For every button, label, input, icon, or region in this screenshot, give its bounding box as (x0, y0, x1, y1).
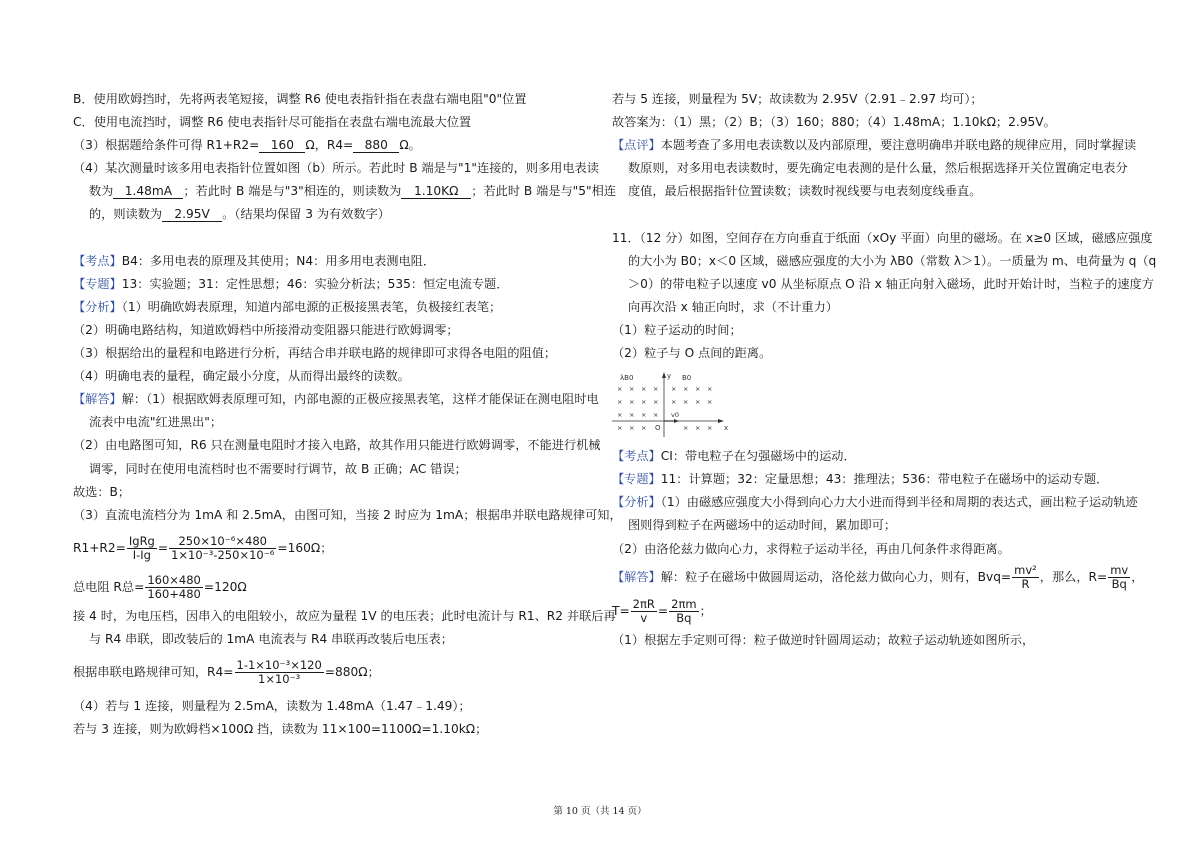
svg-text:×: × (695, 398, 701, 407)
velocity-label: v0 (671, 411, 679, 420)
svg-text:×: × (641, 411, 647, 420)
kaodian: 【考点】CI：带电粒子在匀强磁场中的运动． (612, 449, 856, 464)
fenxi-2: （2）明确电路结构，知道欧姆档中所接滑动变阻器只能进行欧姆调零； (73, 322, 459, 337)
svg-text:×: × (617, 411, 623, 420)
kaodian: 【考点】B4：多用电表的原理及其使用；N4：用多用电表测电阻． (73, 253, 436, 268)
dianping-2: 数原则，对多用电表读数时，要先确定电表测的是什么量，然后根据选择开关位置确定电表分 (628, 161, 1128, 176)
svg-text:×: × (683, 398, 689, 407)
jieda-2: （1）根据左手定则可得：粒子做逆时针圆周运动；故粒子运动轨迹如图所示， (612, 632, 1035, 647)
fenxi-3: （3）根据给出的量程和电路进行分析，再结合串并联电路的规律即可求得各电阻的阻值； (73, 346, 557, 361)
question-3: （3）根据题给条件可得 R1+R2= 160 Ω，R4= 880 Ω。 (73, 138, 421, 153)
svg-text:×: × (629, 385, 635, 394)
field-diagram (612, 371, 732, 441)
fenxi: 【分析】（1）由磁感应强度大小得到向心力大小进而得到半径和周期的表达式，画出粒子运动轨迹 (612, 495, 1138, 510)
zhuanti: 【专题】11：计算题；32：定量思想；43：推理法；536：带电粒子在磁场中的运动专题． (612, 472, 1109, 487)
svg-text:×: × (653, 385, 659, 394)
dianping-3: 度值，最后根据指针位置读数；读数时视线要与电表刻度线垂直。 (628, 184, 982, 199)
svg-text:×: × (653, 398, 659, 407)
svg-text:×: × (707, 398, 713, 407)
question-11-4: 向再次沿 x 轴正向时，求（不计重力） (628, 299, 838, 314)
fenxi: 【分析】（1）明确欧姆表原理，知道内部电源的正极接黑表笔，负极接红表笔； (73, 299, 502, 314)
fenxi-2: 图则得到粒子在两磁场中的运动时间，累加即可； (628, 518, 897, 533)
svg-text:×: × (617, 424, 623, 433)
jieda-4: 调零，同时在使用电流档时也不需要时行调节，故 B 正确；AC 错误； (89, 461, 467, 476)
question-11-3: ＞0）的带电粒子以速度 v0 从坐标原点 O 沿 x 轴正向射入磁场，此时开始计时，当粒子的速度方 (628, 276, 1154, 291)
page-footer: 第 10 页（共 14 页） (553, 806, 647, 817)
jieda-3: （2）由电路图可知，R6 只在测量电阻时才接入电路，故其作用只能进行欧姆调零，不能进行机械 (73, 438, 601, 453)
formula-r4: 根据串联电路规律可知，R4= $\frac{\text{1-1×10⁻³×120}}{\text{1×10⁻³}}$ =880Ω； (73, 658, 380, 687)
svg-text:×: × (695, 424, 701, 433)
svg-text:×: × (707, 385, 713, 394)
question-4-cont2: 的，则读数为 2.95V 。（结果均保留 3 为有效数字） (89, 207, 390, 222)
dianping: 【点评】本题考查了多用电表读数以及内部原理，要注意明确串并联电路的规律应用，同时掌握读 (612, 138, 1137, 153)
formula-r1r2: R1+R2= $\frac{\text{IgRg}}{I-Ig}$ = $\frac{\text{250×10⁻⁶×480}}{\text{1×10⁻³-250×10⁻⁶}}$ =160Ω； (73, 534, 333, 563)
answer-5: 若与 5 连接，则量程为 5V；故读数为 2.95V（2.91﹣2.97 均可）； (612, 92, 983, 106)
right-field-label: B0 (682, 374, 692, 383)
svg-text:×: × (695, 385, 701, 394)
left-field-label: λB0 (620, 374, 634, 383)
answer-blank: 1.10KΩ (401, 185, 471, 199)
svg-text:×: × (641, 424, 647, 433)
svg-text:×: × (653, 411, 659, 420)
svg-text:×: × (683, 385, 689, 394)
svg-text:×: × (641, 398, 647, 407)
answer-blank: 1.48mA (113, 185, 183, 199)
svg-text:×: × (617, 398, 623, 407)
jieda: 【解答】解：（1）根据欧姆表原理可知，内部电源的正极应接黑表笔，这样才能保证在测电阻时电 (73, 392, 599, 407)
jieda-9: （4）若与 1 连接，则量程为 2.5mA，读数为 1.48mA（1.47﹣1.49）； (73, 698, 471, 713)
final-answer: 故答案为：（1）黑；（2）B；（3）160；880；（4）1.48mA；1.10kΩ；2.95V。 (612, 115, 1056, 130)
svg-text:×: × (617, 385, 623, 394)
svg-text:×: × (641, 385, 647, 394)
left-column (73, 88, 622, 741)
svg-text:×: × (707, 424, 713, 433)
jieda-formula: 【解答】 解：粒子在磁场中做圆周运动，洛伦兹力做向心力，则有，Bvq= $\frac{\text{mv²}}{R}$ ，那么，R= $\frac{mv}{Bq}$ ， (612, 563, 1144, 592)
answer-blank: 160 (259, 139, 305, 153)
jieda-5: 故选：B； (73, 484, 131, 499)
right-column (612, 88, 1157, 652)
svg-text:×: × (671, 398, 677, 407)
y-axis-label: y (667, 372, 672, 381)
jieda-10: 若与 3 连接，则为欧姆档×100Ω 挡，读数为 11×100=1100Ω=1.10kΩ； (73, 722, 488, 737)
answer-blank: 880 (353, 139, 399, 153)
jieda-7: 接 4 时，为电压档，因串入的电阻较小，故应为量程 1V 的电压表；此时电流计与 R1、R2 并联后再 (73, 608, 616, 623)
option-b: B．使用欧姆挡时，先将两表笔短接，调整 R6 使电表指针指在表盘右端电阻"0"位置 (73, 92, 527, 106)
svg-text:×: × (629, 398, 635, 407)
question-11-2: 的大小为 B0；x＜0 区域，磁感应强度的大小为 λB0（常数 λ＞1）。一质量为 m、电荷量为 q（q (628, 253, 1157, 268)
svg-text:×: × (629, 411, 635, 420)
question-4-cont: 数为 1.48mA ；若此时 B 端是与"3"相连的，则读数为 1.10KΩ ；若此时 B 端是与"5"相连 (89, 184, 617, 199)
option-c: C．使用电流挡时，调整 R6 使电表指针尽可能指在表盘右端电流最大位置 (73, 115, 472, 130)
jieda-6: （3）直流电流档分为 1mA 和 2.5mA，由图可知，当接 2 时应为 1mA；根据串并联电路规律可知， (73, 507, 622, 522)
magnetic-field-figure (612, 371, 1132, 441)
svg-text:×: × (683, 424, 689, 433)
answer-blank: 2.95V (162, 208, 222, 222)
svg-text:×: × (671, 385, 677, 394)
question-11: 11．（12 分）如图，空间存在方向垂直于纸面（xOy 平面）向里的磁场。在 x≥0 区域，磁感应强度 (612, 230, 1153, 245)
period-formula: T= $\frac{2\pi R}{v}$ = $\frac{2\pi m}{Bq}$ ； (612, 597, 712, 626)
question-11-part1: （1）粒子运动的时间； (612, 322, 742, 337)
fenxi-3: （2）由洛伦兹力做向心力，求得粒子运动半径，再由几何条件求得距离。 (612, 541, 1010, 556)
question-4: （4）某次测量时该多用电表指针位置如图（b）所示。若此时 B 端是与"1"连接的，则多用电表读 (73, 161, 599, 176)
jieda-8: 与 R4 串联，即改装后的 1mA 电流表与 R4 串联再改装后电压表； (89, 631, 453, 646)
zhuanti: 【专题】13：实验题；31：定性思想；46：实验分析法；535：恒定电流专题． (73, 276, 509, 291)
question-11-part2: （2）粒子与 O 点间的距离。 (612, 346, 772, 361)
x-axis-label: x (724, 424, 729, 433)
svg-text:×: × (629, 424, 635, 433)
jieda-2: 流表中电流"红进黑出"； (89, 415, 223, 430)
formula-total-r: 总电阻 R总= $\frac{160\times 480}{160+480}$ =120Ω (73, 573, 247, 602)
origin-label: O (655, 424, 661, 433)
fenxi-4: （4）明确电表的量程，确定最小分度，从而得出最终的读数。 (73, 369, 410, 384)
